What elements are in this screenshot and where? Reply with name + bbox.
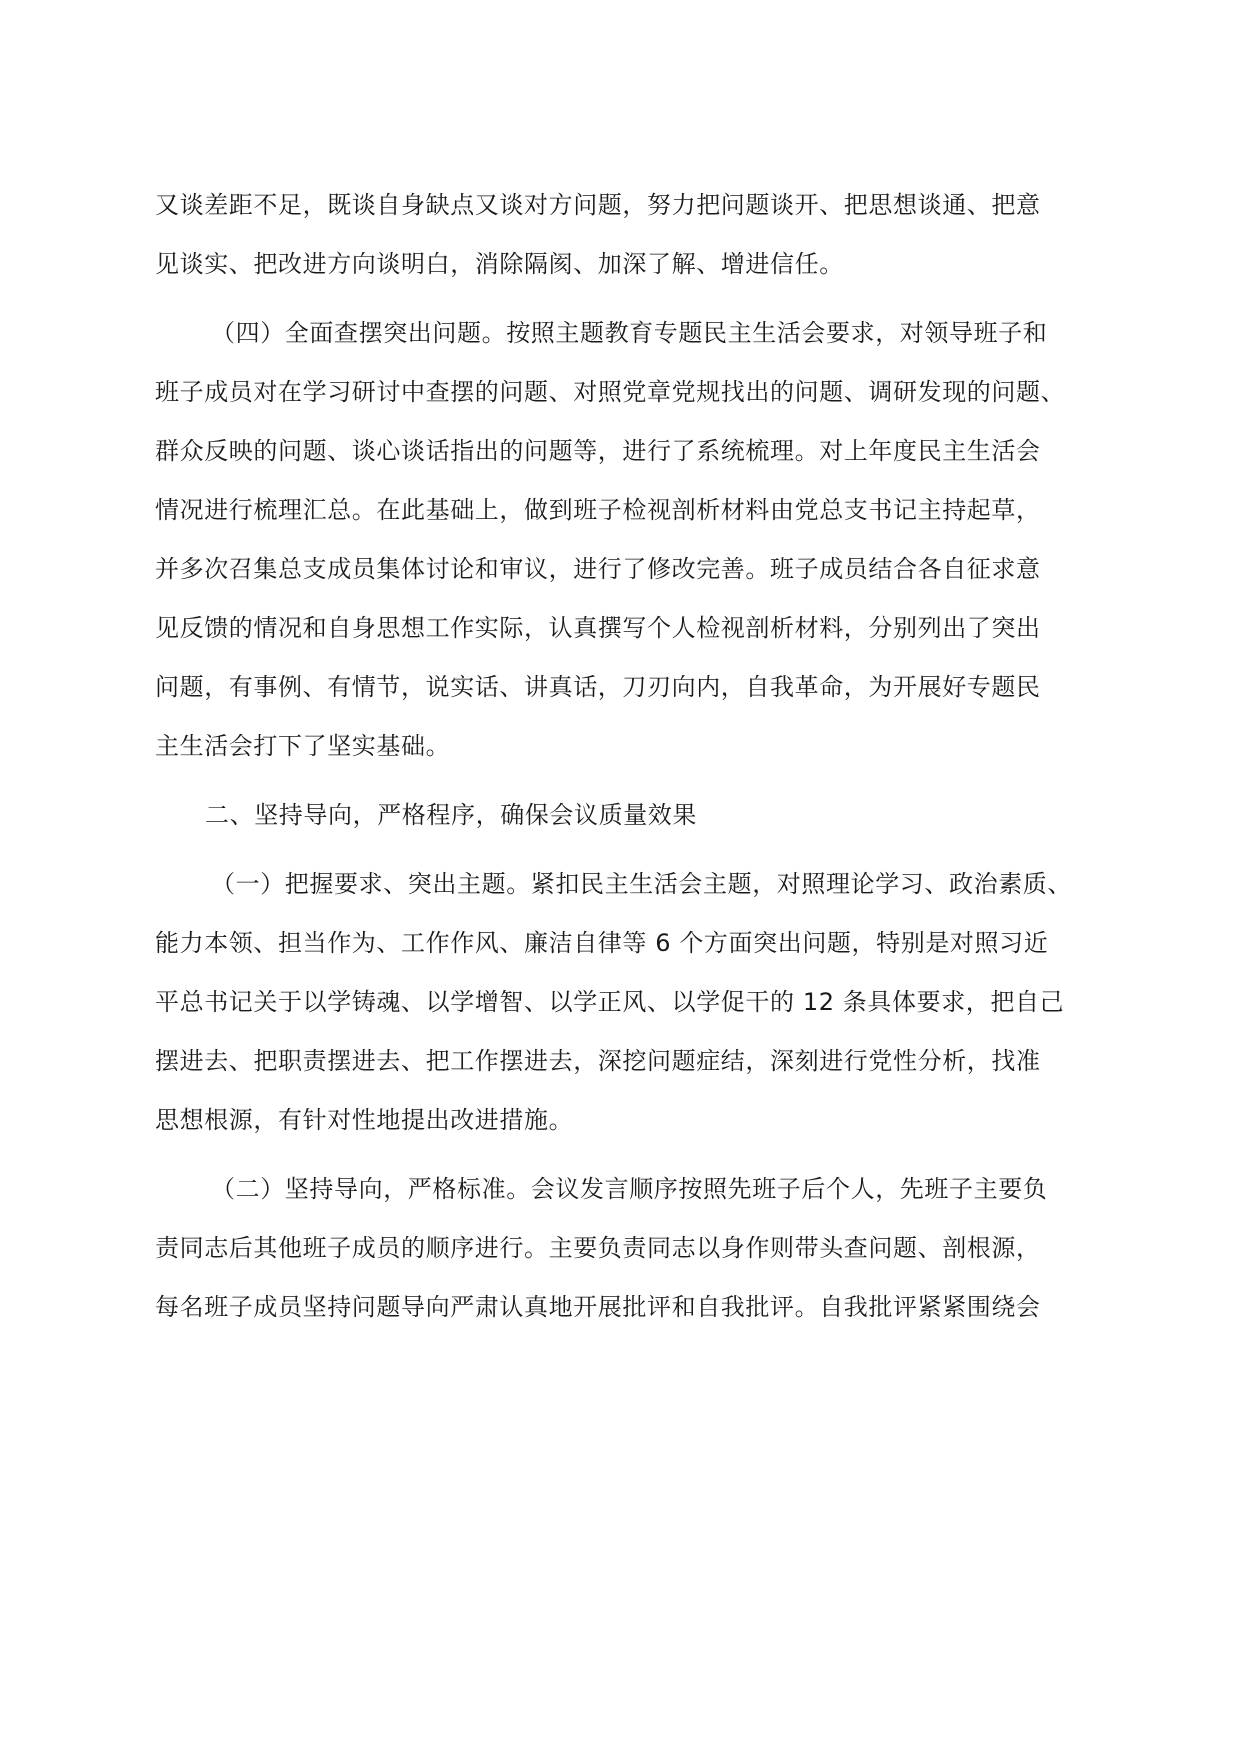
body-line: 每名班子成员坚持问题导向严肃认真地开展批评和自我批评。自我批评紧紧围绕会 xyxy=(155,1293,1041,1321)
document-body xyxy=(155,188,1085,1324)
section-heading: 二、坚持导向，严格程序，确保会议质量效果 xyxy=(205,801,697,829)
body-line: 见反馈的情况和自身思想工作实际，认真撰写个人检视剖析材料，分别列出了突出 xyxy=(155,614,1041,642)
subsection-heading-line: （二）坚持导向，严格标准。会议发言顺序按照先班子后个人，先班子主要负 xyxy=(211,1175,1048,1203)
body-line: 群众反映的问题、谈心谈话指出的问题等，进行了系统梳理。对上年度民主生活会 xyxy=(155,437,1041,465)
body-line: 班子成员对在学习研讨中查摆的问题、对照党章党规找出的问题、调研发现的问题、 xyxy=(155,378,1066,406)
body-line: 见谈实、把改进方向谈明白，消除隔阂、加深了解、增进信任。 xyxy=(155,250,844,278)
body-line: 摆进去、把职责摆进去、把工作摆进去，深挖问题症结，深刻进行党性分析，找准 xyxy=(155,1047,1041,1075)
subsection-heading-line: （四）全面查摆突出问题。按照主题教育专题民主生活会要求，对领导班子和 xyxy=(211,319,1048,347)
body-line: 思想根源，有针对性地提出改进措施。 xyxy=(155,1106,574,1134)
body-line: 主生活会打下了坚实基础。 xyxy=(155,732,451,760)
body-line: 情况进行梳理汇总。在此基础上，做到班子检视剖析材料由党总支书记主持起草， xyxy=(155,496,1041,524)
body-line: 又谈差距不足，既谈自身缺点又谈对方问题，努力把问题谈开、把思想谈通、把意 xyxy=(155,191,1041,219)
body-line: 问题，有事例、有情节，说实话、讲真话，刀刃向内，自我革命，为开展好专题民 xyxy=(155,673,1041,701)
subsection-heading-line: （一）把握要求、突出主题。紧扣民主生活会主题，对照理论学习、政治素质、 xyxy=(211,870,1072,898)
body-line: 能力本领、担当作为、工作作风、廉洁自律等 6 个方面突出问题，特别是对照习近 xyxy=(155,929,1049,957)
body-line: 并多次召集总支成员集体讨论和审议，进行了修改完善。班子成员结合各自征求意 xyxy=(155,555,1041,583)
body-line: 平总书记关于以学铸魂、以学增智、以学正风、以学促干的 12 条具体要求，把自己 xyxy=(155,988,1065,1016)
body-line: 责同志后其他班子成员的顺序进行。主要负责同志以身作则带头查问题、剖根源， xyxy=(155,1234,1041,1262)
